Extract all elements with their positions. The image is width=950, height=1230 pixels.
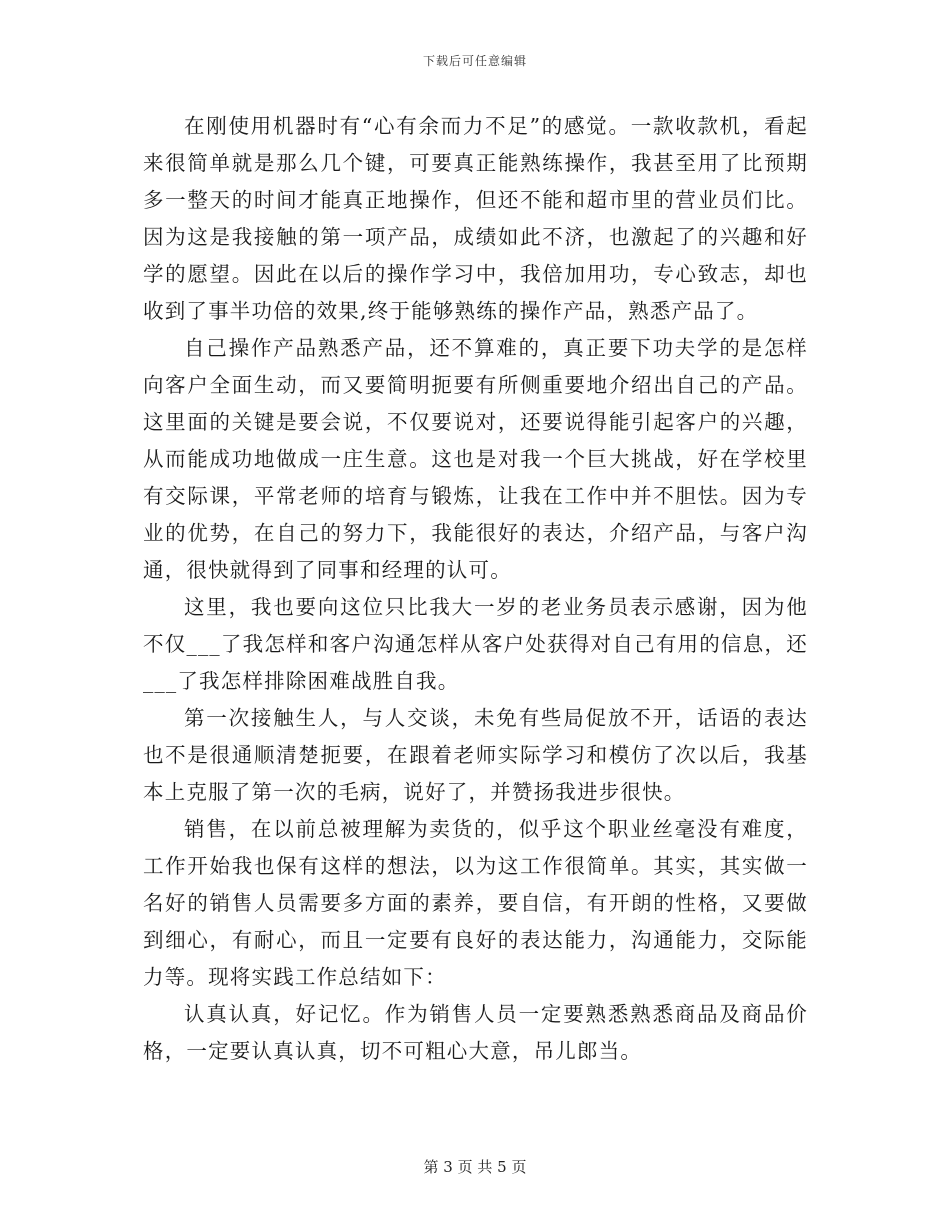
paragraph-3: 这里，我也要向这位只比我大一岁的老业务员表示感谢，因为他不仅___了我怎样和客户沟通怎样从客户处获得对自己有用的信息，还___了我怎样排除困难战胜自我。 xyxy=(143,595,808,693)
paragraph-2: 自己操作产品熟悉产品，还不算难的，真正要下功夫学的是怎样向客户全面生动，而又要简明扼要有所侧重要地介绍出自己的产品。这里面的关键是要会说，不仅要说对，还要说得能引起客户的兴趣，从而能成功地做成一庄生意。这也是对我一个巨大挑战，好在学校里有交际课，平常老师的培育与锻炼，让我在工作中并不胆怯。因为专业的优势，在自己的努力下，我能很好的表达，介绍产品，与客户沟通，很快就得到了同事和经理的认可。 xyxy=(143,336,808,582)
paragraph-6: 认真认真，好记忆。作为销售人员一定要熟悉熟悉商品及商品价格，一定要认真认真，切不可粗心大意，吊儿郎当。 xyxy=(143,1002,808,1063)
paragraph-4: 第一次接触生人，与人交谈，未免有些局促放不开，话语的表达也不是很通顺清楚扼要，在跟着老师实际学习和模仿了次以后，我基本上克服了第一次的毛病，说好了，并赞扬我进步很快。 xyxy=(143,706,808,804)
paragraph-5: 销售，在以前总被理解为卖货的，似乎这个职业丝毫没有难度，工作开始我也保有这样的想法，以为这工作很简单。其实，其实做一名好的销售人员需要多方面的素养，要自信，有开朗的性格，又要做到细心，有耐心，而且一定要有良好的表达能力，沟通能力，交际能力等。现将实践工作总结如下： xyxy=(143,817,808,989)
page-header: 下载后可任意编辑 xyxy=(422,54,527,68)
document-body xyxy=(143,108,808,1070)
paragraph-1: 在刚使用机器时有“心有余而力不足”的感觉。一款收款机，看起来很简单就是那么几个键，可要真正能熟练操作，我甚至用了比预期多一整天的时间才能真正地操作，但还不能和超市里的营业员们比。因为这是我接触的第一项产品，成绩如此不济，也激起了的兴趣和好学的愿望。因此在以后的操作学习中，我倍加用功，专心致志，却也收到了事半功倍的效果,终于能够熟练的操作产品，熟悉产品了。 xyxy=(143,114,808,323)
page-footer: 第 3 页 共 5 页 xyxy=(423,1158,527,1176)
